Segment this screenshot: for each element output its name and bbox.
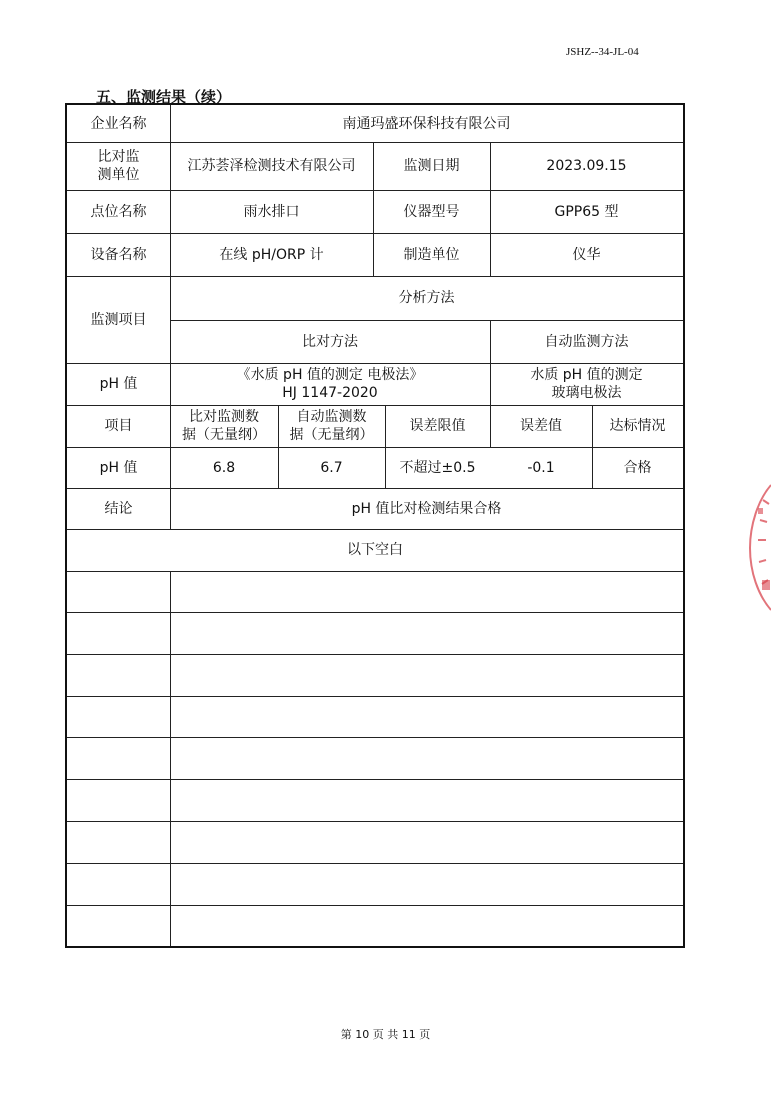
row-item: pH 值: [99, 459, 138, 476]
point-label: 点位名称: [90, 203, 147, 220]
row-auto-data: 6.7: [320, 459, 343, 476]
results-table: [65, 103, 685, 948]
col-compare-data: 比对监测数 据（无量纲）: [182, 409, 266, 443]
row-compliance: 合格: [623, 459, 652, 476]
col-error-value: 误差值: [520, 418, 562, 434]
device-value: 在线 pH/ORP 计: [219, 246, 324, 263]
conclusion-value: pH 值比对检测结果合格: [351, 500, 502, 517]
enterprise-value: 南通玛盛环保科技有限公司: [342, 115, 511, 132]
blank-note: 以下空白: [347, 542, 403, 558]
section-title: 五、监测结果（续）: [96, 88, 232, 106]
model-label: 仪器型号: [403, 203, 460, 220]
col-compliance: 达标情况: [609, 418, 666, 434]
conclusion-label: 结论: [104, 500, 133, 517]
compare-unit-value: 江苏荟泽检测技术有限公司: [187, 158, 356, 174]
row-error-limit: 不超过±0.5: [399, 459, 476, 476]
col-auto-data: 自动监测数 据（无量纲）: [289, 409, 374, 443]
col-error-limit: 误差限值: [409, 418, 466, 434]
date-value: 2023.09.15: [546, 158, 627, 174]
date-label: 监测日期: [403, 158, 460, 174]
item-label: 监测项目: [90, 311, 147, 328]
row-compare-data: 6.8: [212, 459, 236, 476]
col-item: 项目: [104, 418, 133, 434]
auto-method-value: 水质 pH 值的测定 玻璃电极法: [530, 367, 643, 401]
ph-label: pH 值: [99, 376, 138, 392]
row-error-value: -0.1: [527, 459, 555, 476]
compare-method-value: 《水质 pH 值的测定 电极法》 HJ 1147-2020: [236, 367, 424, 401]
red-seal-stamp: [738, 480, 771, 615]
document-code: JSHZ--34-JL-04: [566, 46, 639, 58]
point-value: 雨水排口: [243, 203, 300, 220]
model-value: GPP65 型: [554, 203, 619, 220]
maker-value: 仪华: [572, 246, 601, 263]
method-header: 分析方法: [398, 290, 455, 306]
auto-method-header: 自动监测方法: [544, 333, 629, 350]
maker-label: 制造单位: [403, 246, 460, 263]
compare-method-header: 比对方法: [302, 333, 358, 350]
device-label: 设备名称: [90, 246, 147, 263]
enterprise-label: 企业名称: [90, 115, 147, 132]
page-footer: 第 10 页 共 11 页: [340, 1028, 431, 1041]
compare-unit-label: 比对监 测单位: [97, 149, 140, 183]
